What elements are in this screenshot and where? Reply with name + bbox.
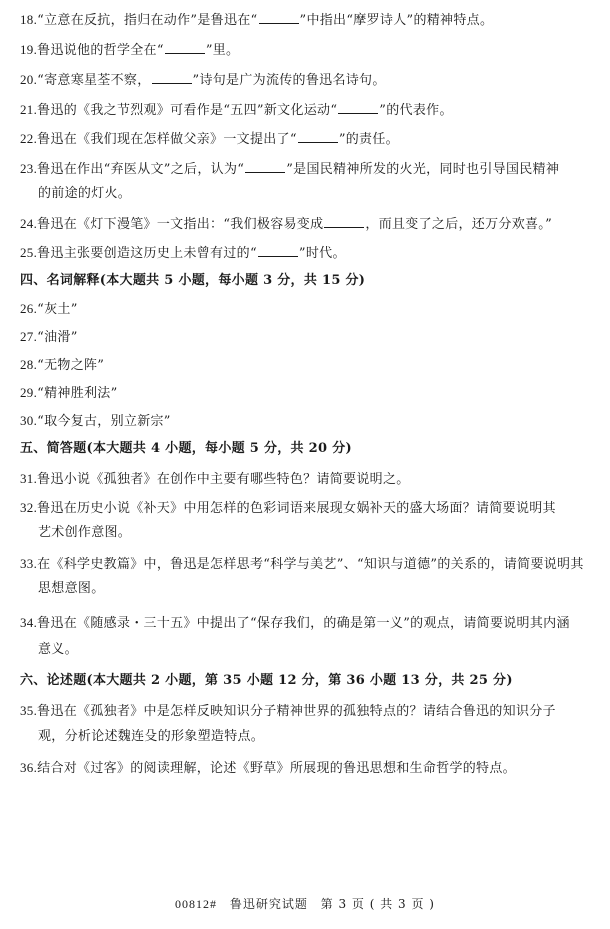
question-36 — [20, 759, 598, 778]
question-text: ”的责任。 — [338, 132, 399, 147]
question-21 — [20, 101, 598, 120]
question-text: 鲁迅在《灯下漫笔》一文指出：“我们极容易变成 — [37, 217, 324, 232]
answer-blank — [165, 41, 205, 54]
exam-code: 00812# — [174, 897, 217, 911]
question-number: 26. — [20, 301, 38, 316]
question-number: 22. — [20, 131, 38, 146]
question-33 — [20, 555, 598, 574]
answer-blank — [324, 215, 364, 228]
question-25 — [20, 244, 598, 263]
question-number: 31. — [20, 471, 38, 486]
page-number: 第 3 页 ( 共 3 页 ) — [320, 897, 435, 911]
page-footer — [0, 896, 610, 912]
question-34 — [20, 614, 598, 633]
question-number: 35. — [20, 703, 38, 718]
question-text: “精神胜利法” — [37, 386, 118, 401]
question-27 — [20, 328, 598, 347]
section-heading-6: 六、论述题(本大题共 2 小题，第 35 小题 12 分，第 36 小题 13 分，共 25 分) — [20, 673, 513, 688]
answer-blank — [338, 101, 378, 114]
question-20 — [20, 71, 598, 90]
question-32-continuation: 艺术创作意图。 — [38, 525, 132, 540]
answer-blank — [259, 11, 299, 24]
question-number: 23. — [20, 161, 38, 176]
question-text: 鲁迅小说《孤独者》在创作中主要有哪些特色？请简要说明之。 — [37, 472, 410, 487]
question-text: 鲁迅主张要创造这历史上未曾有过的“ — [37, 246, 257, 261]
question-24 — [20, 215, 598, 234]
question-text: ”时代。 — [298, 246, 346, 261]
question-29 — [20, 384, 598, 403]
question-text: ”是国民精神所发的火光，同时也引导国民精神 — [286, 162, 560, 177]
exam-title: 鲁迅研究试题 — [229, 897, 308, 911]
question-text: “取今复古，别立新宗” — [37, 414, 171, 429]
question-text: ”中指出“摩罗诗人”的精神特点。 — [299, 13, 494, 28]
question-number: 28. — [20, 357, 38, 372]
question-number: 33. — [20, 556, 38, 571]
question-text: “油滑” — [37, 330, 78, 345]
question-26 — [20, 300, 598, 319]
question-text: 鲁迅说他的哲学全在“ — [37, 43, 164, 58]
question-text: ，而且变了之后，还万分欢喜。” — [365, 217, 553, 232]
question-text: 鲁迅在《我们现在怎样做父亲》一文提出了“ — [37, 132, 297, 147]
question-18 — [20, 11, 598, 30]
answer-blank — [245, 160, 285, 173]
question-number: 25. — [20, 245, 38, 260]
question-text: “灰土” — [37, 302, 78, 317]
question-number: 18. — [20, 12, 38, 27]
question-text: 在《科学史教篇》中，鲁迅是怎样思考“科学与美艺”、“知识与道德”的关系的，请简要说明其 — [37, 557, 584, 572]
question-text: 鲁迅在历史小说《补天》中用怎样的色彩词语来展现女娲补天的盛大场面？请简要说明其 — [37, 501, 556, 516]
question-number: 30. — [20, 413, 38, 428]
question-text: 结合对《过客》的阅读理解，论述《野草》所展现的鲁迅思想和生命哲学的特点。 — [37, 761, 516, 776]
answer-blank — [152, 71, 192, 84]
answer-blank — [258, 244, 298, 257]
question-text: 鲁迅在《随感录・三十五》中提出了“保存我们，的确是第一义”的观点，请简要说明其内涵 — [37, 616, 570, 631]
question-35 — [20, 702, 598, 721]
question-text: 鲁迅的《我之节烈观》可看作是“五四”新文化运动“ — [37, 103, 338, 118]
question-text: “立意在反抗，指归在动作”是鲁迅在“ — [37, 13, 258, 28]
question-19 — [20, 41, 598, 60]
question-text: 鲁迅在《孤独者》中是怎样反映知识分子精神世界的孤独特点的？请结合鲁迅的知识分子 — [37, 704, 556, 719]
question-text: “寄意寒星荃不察， — [37, 73, 151, 88]
question-34-continuation: 意义。 — [38, 642, 78, 657]
question-number: 29. — [20, 385, 38, 400]
question-number: 27. — [20, 329, 38, 344]
question-35-continuation: 观，分析论述魏连殳的形象塑造特点。 — [38, 729, 265, 744]
question-text: “无物之阵” — [37, 358, 105, 373]
question-number: 19. — [20, 42, 38, 57]
section-heading-5: 五、简答题(本大题共 4 小题，每小题 5 分，共 20 分) — [20, 441, 352, 456]
question-33-continuation: 思想意图。 — [38, 581, 105, 596]
answer-blank — [298, 130, 338, 143]
question-23 — [20, 160, 598, 179]
question-number: 21. — [20, 102, 38, 117]
question-number: 36. — [20, 760, 38, 775]
question-text: ”诗句是广为流传的鲁迅名诗句。 — [192, 73, 386, 88]
question-text: 鲁迅在作出“弃医从文”之后，认为“ — [37, 162, 245, 177]
question-text: ”的代表作。 — [379, 103, 453, 118]
question-28 — [20, 356, 598, 375]
question-number: 34. — [20, 615, 38, 630]
section-heading-4: 四、名词解释(本大题共 5 小题，每小题 3 分，共 15 分) — [20, 273, 366, 288]
question-32 — [20, 499, 598, 518]
question-23-continuation: 的前途的灯火。 — [38, 186, 132, 201]
question-30 — [20, 412, 598, 431]
question-number: 24. — [20, 216, 38, 231]
question-text: ”里。 — [205, 43, 240, 58]
question-number: 32. — [20, 500, 38, 515]
question-number: 20. — [20, 72, 38, 87]
question-31 — [20, 470, 598, 489]
question-22 — [20, 130, 598, 149]
